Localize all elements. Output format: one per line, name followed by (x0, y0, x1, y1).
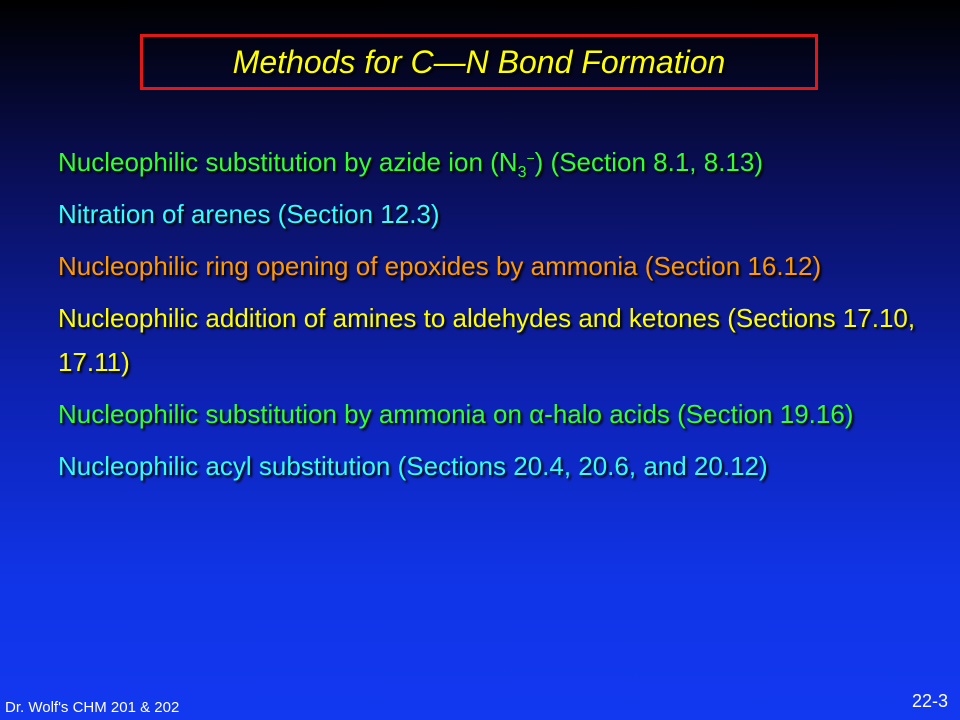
method-item-amine-addition: Nucleophilic addition of amines to aldehydes and ketones (Sections 17.10, 17.11) (58, 303, 916, 377)
method-list (58, 140, 918, 496)
method-item-azide-suffix: ) (Section 8.1, 8.13) (534, 147, 764, 177)
slide-title: Methods for C—N Bond Formation (232, 43, 726, 80)
footer-course: Dr. Wolf's CHM 201 & 202 (5, 699, 180, 716)
method-item-acyl-substitution: Nucleophilic acyl substitution (Sections 20.4, 20.6, and 20.12) (58, 451, 768, 481)
method-item-nitration: Nitration of arenes (Section 12.3) (58, 199, 440, 229)
method-item-halo-acid-substitution: Nucleophilic substitution by ammonia on α-halo acids (Section 19.16) (58, 399, 854, 429)
azide-subscript: 3 (517, 164, 527, 181)
method-item-epoxide-opening: Nucleophilic ring opening of epoxides by ammonia (Section 16.12) (58, 251, 822, 281)
slide-title-box (140, 34, 818, 90)
azide-superscript: − (526, 150, 535, 166)
method-item-azide (58, 140, 918, 184)
method-item-azide-prefix: Nucleophilic substitution by azide ion (N (58, 147, 518, 177)
slide-number: 22-3 (911, 691, 948, 711)
